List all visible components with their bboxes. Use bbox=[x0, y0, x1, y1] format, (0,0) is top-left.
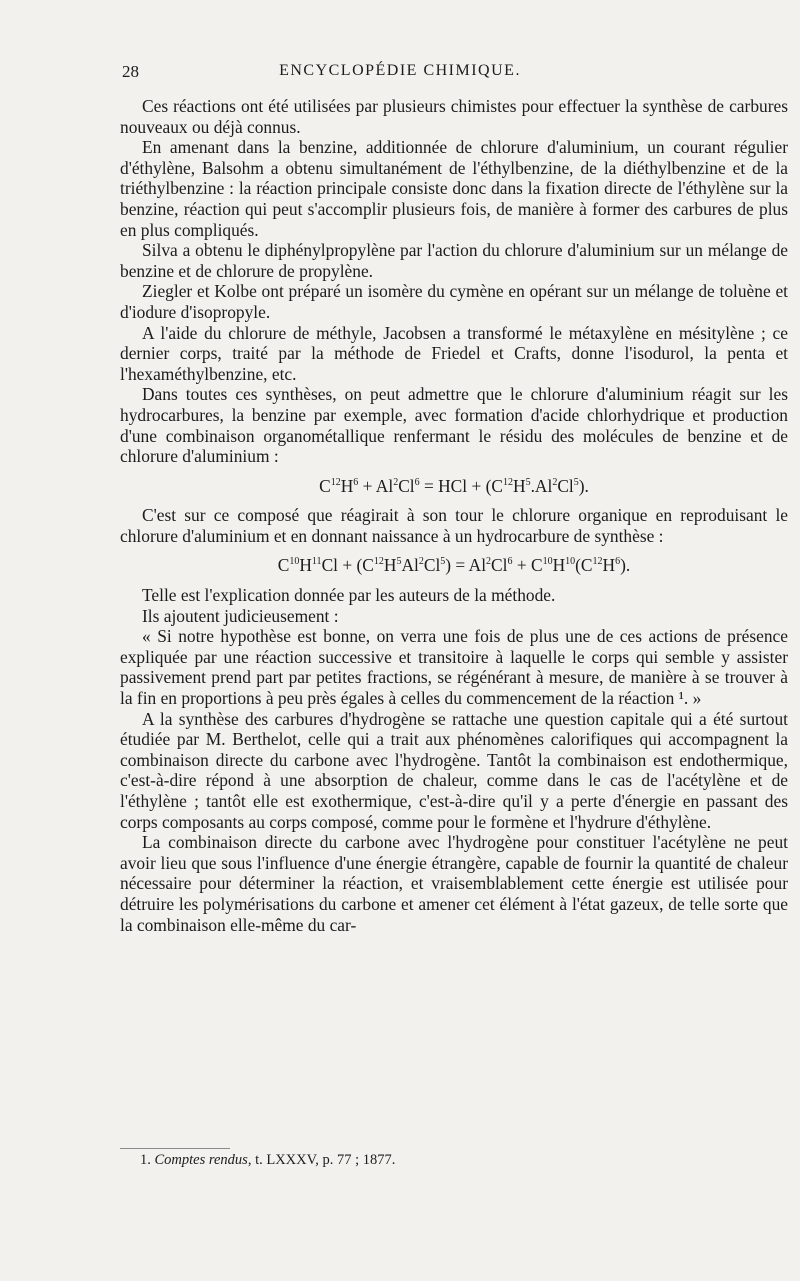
footnote-reference: , t. LXXXV, p. 77 ; 1877. bbox=[247, 1152, 396, 1168]
running-title: ENCYCLOPÉDIE CHIMIQUE. bbox=[279, 62, 521, 79]
footnote-source: Comptes rendus bbox=[154, 1152, 248, 1168]
paragraph: Ces réactions ont été utilisées par plusieurs chimistes pour effectuer la synthèse de carbures nouveaux ou déjà connus. bbox=[120, 96, 788, 137]
running-header bbox=[0, 62, 800, 88]
paragraph: C'est sur ce composé que réagirait à son tour le chlorure organique en reproduisant le chlorure d'aluminium et en donnant naissance à un hydrocarbure de synthèse : bbox=[120, 505, 788, 546]
chemical-equation: $C^{10}H^{11}Cl + (C^{12}H^5Al^2Cl^5) = Al^2Cl^6 + C^{10}H^{10}(C^{12}H^6)$. bbox=[277, 555, 631, 576]
footnote-divider bbox=[120, 1148, 230, 1149]
paragraph: Ils ajoutent judicieusement : bbox=[142, 605, 339, 626]
body-text bbox=[120, 96, 788, 935]
paragraph: En amenant dans la benzine, additionnée de chlorure d'aluminium, un courant régulier d'éthylène, Balsohm a obtenu simultanément de l'éthylbenzine, de la diéthylbenzine et de la triéthylbenzine : la réaction principale consiste donc dans la fixation directe de l'éthylène sur la benzine, réaction qui peut s'accomplir plusieurs fois, de manière à former des carbures de plus en plus compliqués. bbox=[120, 137, 788, 240]
paragraph: Ziegler et Kolbe ont préparé un isomère du cymène en opérant sur un mélange de toluène et d'iodure d'isopropyle. bbox=[120, 281, 788, 322]
page-number: 28 bbox=[122, 62, 139, 81]
paragraph: Telle est l'explication donnée par les auteurs de la méthode. bbox=[142, 585, 556, 606]
paragraph: Dans toutes ces synthèses, on peut admettre que le chlorure d'aluminium réagit sur les hydrocarbures, la benzine par exemple, avec formation d'acide chlorhydrique et production d'une combinaison organométallique renfermant le résidu des molécules de benzine et de chlorure d'aluminium : bbox=[120, 384, 788, 467]
paragraph: Silva a obtenu le diphénylpropylène par l'action du chlorure d'aluminium sur un mélange de benzine et de chlorure de propylène. bbox=[120, 240, 788, 281]
paragraph: A la synthèse des carbures d'hydrogène se rattache une question capitale qui a été surtout étudiée par M. Berthelot, celle qui a trait aux phénomènes calorifiques qui accompagnent la combinaison directe du carbone avec l'hydrogène. Tantôt la combinaison est endothermique, c'est-à-dire répond à une absorption de chaleur, comme dans le cas de l'acétylène et de l'éthylène ; tantôt elle est exothermique, c'est-à-dire qu'il y a perte d'énergie en passant des corps composants au corps composé, comme pour le formène et l'hydrure d'éthylène. bbox=[120, 708, 788, 832]
chemical-equation: $C^{12}H^6 + Al^2Cl^6$ = HCl + $(C^{12}H^5.Al^2Cl^5)$. bbox=[319, 475, 589, 496]
footnote-number: 1. bbox=[140, 1152, 151, 1168]
footnote bbox=[140, 1152, 395, 1169]
paragraph: La combinaison directe du carbone avec l'hydrogène pour constituer l'acétylène ne peut avoir lieu que sous l'influence d'une énergie étrangère, capable de fournir la quantité de chaleur nécessaire pour déterminer la réaction, et vraisemblablement cette énergie est utilisée pour détruire les polymérisations du carbone et amener cet élément à l'état gazeux, de telle sorte que la combinaison elle-même du car- bbox=[120, 832, 788, 935]
quotation-paragraph: « Si notre hypothèse est bonne, on verra une fois de plus une de ces actions de présence expliquée par une réaction successive et transitoire à laquelle le corps qui semble y assister passivement prend part par petites fractions, se régénérant à mesure, de manière à se trouver à la fin en proportions à peu près égales à celles du commencement de la réaction ¹. » bbox=[120, 626, 788, 709]
paragraph: A l'aide du chlorure de méthyle, Jacobsen a transformé le métaxylène en mésitylène ; ce dernier corps, traité par la méthode de Friedel et Crafts, donne l'isodurol, la penta et l'hexaméthylbenzine, etc. bbox=[120, 322, 788, 384]
